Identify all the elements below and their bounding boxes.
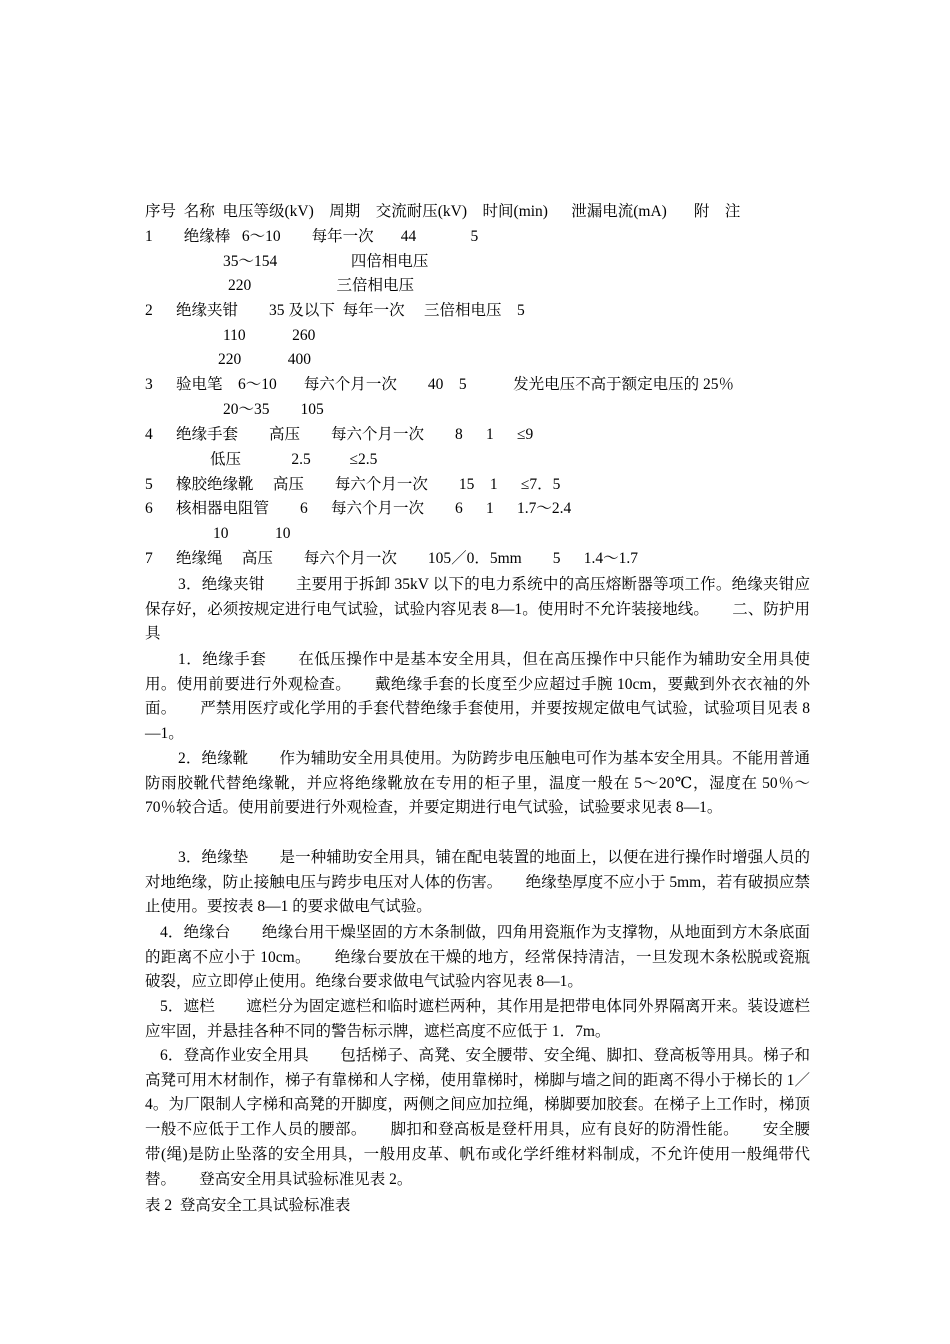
table-row: 4 绝缘手套 高压 每六个月一次 8 1 ≤9 bbox=[145, 426, 534, 443]
table-row: 220 400 bbox=[218, 351, 311, 368]
table-header: 序号 名称 电压等级(kV) 周期 交流耐压(kV) 时间(min) 泄漏电流(mA) 附 注 bbox=[145, 203, 741, 220]
paragraph-climbing-tools: 6．登高作业安全用具 包括梯子、高凳、安全腰带、安全绳、脚扣、登高板等用具。梯子和高凳可用木材制作，梯子有靠梯和人字梯，使用靠梯时，梯脚与墙之间的距离不得小于梯长的 1／4。为厂限制人字梯和高凳的开脚度，两侧之间应加拉绳，梯脚要加胶套。在梯子上工作时，梯顶一般不应低于工作人员的腰部。 脚扣和登高板是登杆用具，应有良好的防滑性能。 安全腰带(绳)是防止坠落的安全用具，一般用皮革、帆布或化学纤维材料制成，不允许使用一般绳带代替。 登高安全用具试验标准见表 2。 bbox=[145, 1047, 810, 1188]
paragraph-insulating-pliers: 3．绝缘夹钳 主要用于拆卸 35kV 以下的电力系统中的高压熔断器等项工作。绝缘夹钳应保存好，必须按规定进行电气试验，试验内容见表 8—1。使用时不允许装接地线。 二、防护用具 bbox=[145, 576, 810, 643]
paragraph-insulating-mat: 3．绝缘垫 是一种辅助安全用具，铺在配电装置的地面上，以便在进行操作时增强人员的对地绝缘，防止接触电压与跨步电压对人体的伤害。 绝缘垫厚度不应小于 5mm，若有破损应禁止使用。要按表 8—1 的要求做电气试验。 bbox=[145, 849, 810, 916]
table-row: 7 绝缘绳 高压 每六个月一次 105／0．5mm 5 1.4～1.7 bbox=[145, 550, 638, 567]
table-row: 5 橡胶绝缘靴 高压 每六个月一次 15 1 ≤7．5 bbox=[145, 476, 561, 493]
table-row: 2 绝缘夹钳 35 及以下 每年一次 三倍相电压 5 bbox=[145, 302, 525, 319]
table-row: 10 10 bbox=[213, 525, 291, 542]
table-row: 35～154 四倍相电压 bbox=[223, 253, 429, 270]
table-row: 6 核相器电阻管 6 每六个月一次 6 1 1.7～2.4 bbox=[145, 500, 572, 517]
paragraph-insulating-gloves: 1．绝缘手套 在低压操作中是基本安全用具，但在高压操作中只能作为辅助安全用具使用。使用前要进行外观检查。 戴绝缘手套的长度至少应超过手腕 10cm，要戴到外衣衣袖的外面。 严禁用医疗或化学用的手套代替绝缘手套使用，并要按规定做电气试验，试验项目见表 8—1。 bbox=[145, 651, 810, 743]
paragraph-insulating-boots: 2．绝缘靴 作为辅助安全用具使用。为防跨步电压触电可作为基本安全用具。不能用普通防雨胶靴代替绝缘靴，并应将绝缘靴放在专用的柜子里，温度一般在 5～20℃，湿度在 50％～70％较合适。使用前要进行外观检查，并要定期进行电气试验，试验要求见表 8—1。 bbox=[145, 750, 810, 817]
table-row: 3 验电笔 6～10 每六个月一次 40 5 发光电压不高于额定电压的 25％ bbox=[145, 376, 735, 393]
table2-caption: 表 2 登高安全工具试验标准表 bbox=[145, 1197, 351, 1214]
table-row: 低压 2.5 ≤2.5 bbox=[210, 451, 378, 468]
paragraph-barrier: 5．遮栏 遮栏分为固定遮栏和临时遮栏两种，其作用是把带电体同外界隔离开来。装设遮栏应牢固，并悬挂各种不同的警告标示牌，遮栏高度不应低于 1．7m。 bbox=[145, 998, 810, 1040]
table-row: 110 260 bbox=[223, 327, 316, 344]
table-row: 1 绝缘棒 6～10 每年一次 44 5 bbox=[145, 228, 479, 245]
table-row: 220 三倍相电压 bbox=[228, 277, 415, 294]
table-row: 20～35 105 bbox=[223, 401, 324, 418]
paragraph-insulating-platform: 4．绝缘台 绝缘台用干燥坚固的方木条制做，四角用瓷瓶作为支撑物，从地面到方木条底面的距离不应小于 10cm。 绝缘台要放在干燥的地方，经常保持清洁，一旦发现木条松脱或瓷瓶破裂，应立即停止使用。绝缘台要求做电气试验内容见表 8—1。 bbox=[145, 924, 810, 991]
